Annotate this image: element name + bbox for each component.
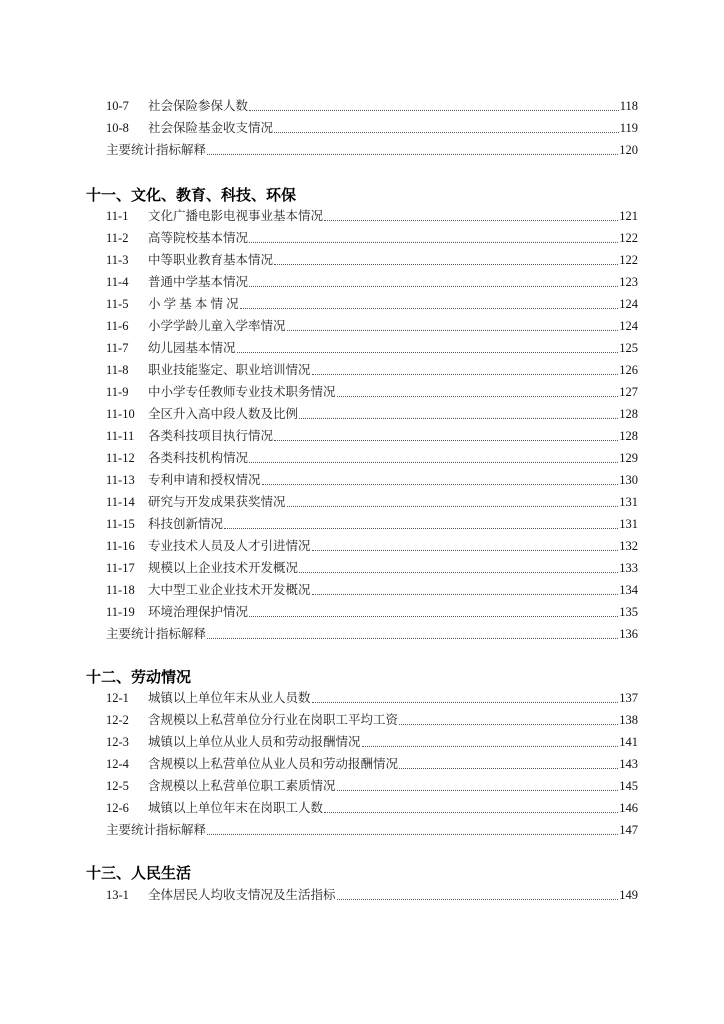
dot-leader <box>249 110 619 111</box>
entry-page: 122 <box>619 231 638 245</box>
entry-number: 11-4 <box>106 275 129 289</box>
toc-entry[interactable] <box>106 581 638 599</box>
entry-number: 11-9 <box>106 385 129 399</box>
toc-entry[interactable] <box>106 603 638 621</box>
entry-title: 高等院校基本情况 <box>148 231 249 245</box>
entry-number: 12-3 <box>106 735 129 749</box>
dot-leader <box>224 528 618 529</box>
entry-number: 11-17 <box>106 561 135 575</box>
entry-page: 125 <box>619 341 638 355</box>
dot-leader <box>312 702 619 703</box>
toc-entry[interactable] <box>106 251 638 269</box>
dot-leader <box>399 768 618 769</box>
dot-leader <box>274 132 619 133</box>
toc-entry[interactable] <box>106 405 638 423</box>
entry-title: 全体居民人均收支情况及生活指标 <box>148 888 336 902</box>
toc-entry[interactable] <box>106 537 638 555</box>
entry-page: 134 <box>619 583 638 597</box>
entry-page: 143 <box>619 757 638 771</box>
entry-title: 专业技术人员及人才引进情况 <box>148 539 311 553</box>
entry-page: 123 <box>619 275 638 289</box>
toc-entry[interactable] <box>106 559 638 577</box>
dot-leader <box>274 440 618 441</box>
toc-entry[interactable] <box>106 317 638 335</box>
entry-page: 135 <box>619 605 638 619</box>
entry-title: 城镇以上单位年末从业人员数 <box>148 691 311 705</box>
dot-leader <box>287 506 619 507</box>
entry-page: 122 <box>619 253 638 267</box>
toc-entry[interactable] <box>106 755 638 773</box>
entry-page: 136 <box>619 627 638 641</box>
entry-title: 大中型工业企业技术开发概况 <box>148 583 311 597</box>
entry-number: 11-8 <box>106 363 129 377</box>
entry-number: 11-19 <box>106 605 135 619</box>
entry-page: 141 <box>619 735 638 749</box>
entry-number: 11-13 <box>106 473 135 487</box>
toc-entry[interactable] <box>106 383 638 401</box>
toc-entry[interactable] <box>106 207 638 225</box>
entry-page: 121 <box>619 209 638 223</box>
entry-title: 各类科技机构情况 <box>148 451 249 465</box>
entry-page: 128 <box>619 407 638 421</box>
entry-number: 11-16 <box>106 539 135 553</box>
entry-number: 12-4 <box>106 757 129 771</box>
dot-leader <box>337 790 619 791</box>
toc-entry[interactable] <box>106 339 638 357</box>
toc-entry[interactable] <box>106 273 638 291</box>
dot-leader <box>324 220 618 221</box>
dot-leader <box>312 374 619 375</box>
entry-number: 11-18 <box>106 583 135 597</box>
section-heading-12: 十二、劳动情况 <box>86 668 192 686</box>
entry-number: 11-2 <box>106 231 129 245</box>
entry-title: 主要统计指标解释 <box>106 823 207 837</box>
dot-leader <box>362 746 619 747</box>
entry-page: 130 <box>619 473 638 487</box>
toc-entry[interactable] <box>106 295 638 313</box>
dot-leader <box>324 812 618 813</box>
toc-entry-notes[interactable] <box>106 625 638 643</box>
entry-page: 146 <box>619 801 638 815</box>
entry-title: 小学学龄儿童入学率情况 <box>148 319 286 333</box>
entry-page: 131 <box>619 495 638 509</box>
entry-number: 11-7 <box>106 341 129 355</box>
entry-title: 社会保险参保人数 <box>148 99 249 113</box>
toc-entry[interactable] <box>106 515 638 533</box>
entry-title: 城镇以上单位年末在岗职工人数 <box>148 801 324 815</box>
toc-entry[interactable] <box>106 119 638 137</box>
dot-leader <box>207 638 618 639</box>
entry-page: 128 <box>619 429 638 443</box>
section-heading-13: 十三、人民生活 <box>86 864 192 882</box>
entry-title: 科技创新情况 <box>148 517 224 531</box>
entry-title: 专利申请和授权情况 <box>148 473 261 487</box>
entry-number: 11-12 <box>106 451 135 465</box>
entry-title: 中小学专任教师专业技术职务情况 <box>148 385 336 399</box>
toc-entry[interactable] <box>106 733 638 751</box>
entry-number: 11-15 <box>106 517 135 531</box>
entry-number: 10-8 <box>106 121 129 135</box>
entry-title: 含规模以上私营单位从业人员和劳动报酬情况 <box>148 757 399 771</box>
dot-leader <box>262 484 619 485</box>
toc-entry[interactable] <box>106 689 638 707</box>
entry-number: 11-11 <box>106 429 135 443</box>
entry-page: 127 <box>619 385 638 399</box>
entry-page: 147 <box>619 823 638 837</box>
dot-leader <box>337 396 619 397</box>
entry-page: 131 <box>619 517 638 531</box>
toc-entry[interactable] <box>106 97 638 115</box>
entry-title: 含规模以上私营单位分行业在岗职工平均工资 <box>148 713 399 727</box>
entry-title: 文化广播电影电视事业基本情况 <box>148 209 324 223</box>
entry-number: 11-1 <box>106 209 129 223</box>
entry-number: 13-1 <box>106 888 129 902</box>
entry-number: 11-14 <box>106 495 135 509</box>
entry-number: 10-7 <box>106 99 129 113</box>
entry-page: 149 <box>619 888 638 902</box>
entry-title: 普通中学基本情况 <box>148 275 249 289</box>
entry-title: 社会保险基金收支情况 <box>148 121 274 135</box>
entry-title: 研究与开发成果获奖情况 <box>148 495 286 509</box>
toc-entry[interactable] <box>106 777 638 795</box>
entry-page: 124 <box>619 297 638 311</box>
entry-page: 119 <box>619 121 638 135</box>
entry-title: 职业技能鉴定、职业培训情况 <box>148 363 311 377</box>
section-heading-11: 十一、文化、教育、科技、环保 <box>86 186 297 204</box>
entry-number: 12-6 <box>106 801 129 815</box>
entry-number: 11-10 <box>106 407 135 421</box>
entry-title: 城镇以上单位从业人员和劳动报酬情况 <box>148 735 361 749</box>
dot-leader <box>299 418 618 419</box>
entry-title: 主要统计指标解释 <box>106 143 207 157</box>
entry-page: 120 <box>619 143 638 157</box>
entry-page: 133 <box>619 561 638 575</box>
entry-title: 含规模以上私营单位职工素质情况 <box>148 779 336 793</box>
toc-entry[interactable] <box>106 361 638 379</box>
dot-leader <box>299 572 618 573</box>
toc-entry[interactable] <box>106 427 638 445</box>
dot-leader <box>249 286 618 287</box>
entry-number: 12-2 <box>106 713 129 727</box>
dot-leader <box>274 264 618 265</box>
entry-title: 幼儿园基本情况 <box>148 341 236 355</box>
entry-page: 129 <box>619 451 638 465</box>
toc-entry[interactable] <box>106 229 638 247</box>
entry-title: 各类科技项目执行情况 <box>148 429 274 443</box>
entry-page: 145 <box>619 779 638 793</box>
toc-entry[interactable] <box>106 886 638 904</box>
toc-entry[interactable] <box>106 471 638 489</box>
entry-title: 中等职业教育基本情况 <box>148 253 274 267</box>
dot-leader <box>207 834 618 835</box>
entry-number: 11-6 <box>106 319 129 333</box>
entry-number: 11-3 <box>106 253 129 267</box>
toc-entry[interactable] <box>106 493 638 511</box>
entry-page: 137 <box>619 691 638 705</box>
entry-page: 126 <box>619 363 638 377</box>
toc-entry[interactable] <box>106 711 638 729</box>
entry-page: 124 <box>619 319 638 333</box>
entry-number: 12-1 <box>106 691 129 705</box>
dot-leader <box>312 550 619 551</box>
dot-leader <box>337 899 619 900</box>
toc-entry[interactable] <box>106 799 638 817</box>
entry-title: 主要统计指标解释 <box>106 627 207 641</box>
toc-entry-notes[interactable] <box>106 821 638 839</box>
dot-leader <box>207 154 618 155</box>
dot-leader <box>312 594 619 595</box>
entry-page: 138 <box>619 713 638 727</box>
entry-page: 118 <box>619 99 638 113</box>
toc-entry-notes[interactable] <box>106 141 638 159</box>
entry-number: 12-5 <box>106 779 129 793</box>
dot-leader <box>249 616 618 617</box>
toc-entry[interactable] <box>106 449 638 467</box>
dot-leader <box>249 242 618 243</box>
dot-leader <box>240 308 619 309</box>
entry-title: 小 学 基 本 情 况 <box>148 297 239 311</box>
entry-title: 规模以上企业技术开发概况 <box>148 561 299 575</box>
dot-leader <box>237 352 619 353</box>
entry-number: 11-5 <box>106 297 129 311</box>
entry-page: 132 <box>619 539 638 553</box>
entry-title: 全区升入高中段人数及比例 <box>148 407 299 421</box>
dot-leader <box>249 462 618 463</box>
dot-leader <box>399 724 618 725</box>
entry-title: 环境治理保护情况 <box>148 605 249 619</box>
dot-leader <box>287 330 619 331</box>
